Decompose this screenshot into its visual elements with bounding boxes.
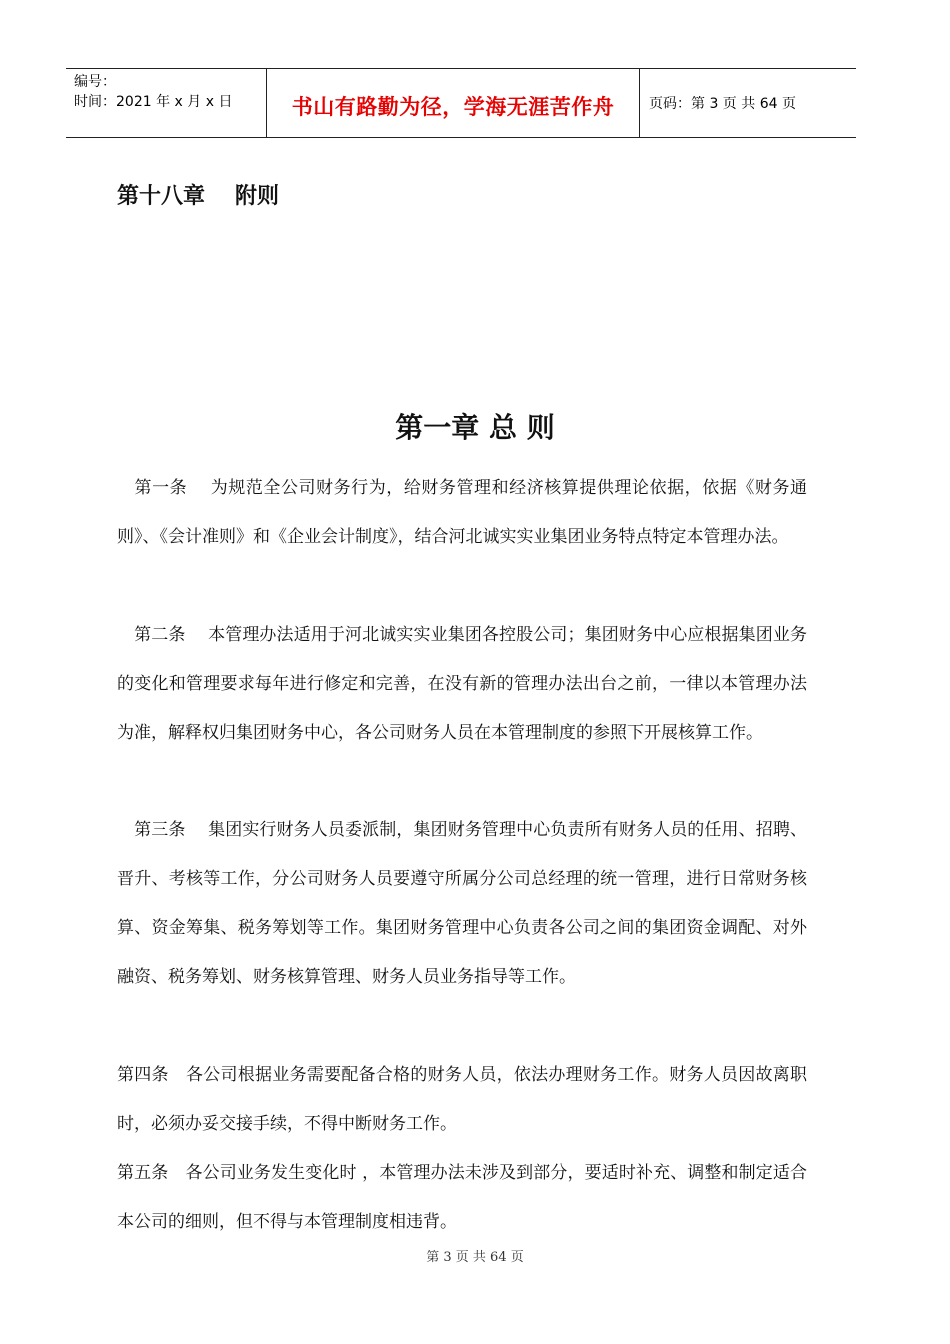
article-3-paragraph: 第三条 集团实行财务人员委派制，集团财务管理中心负责所有财务人员的任用、招聘、晋升、考核等工作，分公司财务人员要遵守所属分公司总经理的统一管理，进行日常财务核算、资金筹集、税务筹划等工作。集团财务管理中心负责各公司之间的集团资金调配、对外融资、税务筹划、财务核算管理、财务人员业务指导等工作。: [117, 820, 807, 987]
article-1-paragraph: 第一条 为规范全公司财务行为，给财务管理和经济核算提供理论依据，依据《财务通则》、《会计准则》和《企业会计制度》，结合河北诚实实业集团业务特点特定本管理办法。: [117, 478, 807, 547]
chapter-18-number: 第十八章: [117, 184, 206, 209]
header-page-cell: [639, 69, 856, 137]
page-code-label: 页码：第 3 页 共 64 页: [649, 96, 796, 112]
header-motto-cell: [266, 69, 640, 137]
article-2-paragraph: 第二条 本管理办法适用于河北诚实实业集团各控股公司；集团财务中心应根据集团业务的变化和管理要求每年进行修定和完善，在没有新的管理办法出台之前，一律以本管理办法为准，解释权归集团财务中心，各公司财务人员在本管理制度的参照下开展核算工作。: [117, 625, 807, 743]
chapter-18-heading: [117, 179, 279, 210]
article-5-paragraph: 第五条 各公司业务发生变化时 ，本管理办法未涉及到部分，要适时补充、调整和制定适合本公司的细则，但不得与本管理制度相违背。: [117, 1163, 807, 1232]
article-4-paragraph: 第四条 各公司根据业务需要配备合格的财务人员，依法办理财务工作。财务人员因故离职时，必须办妥交接手续，不得中断财务工作。: [117, 1065, 807, 1134]
time-label: 时间：2021 年 x 月 x 日: [74, 94, 233, 110]
chapter-18-title: 附则: [235, 184, 280, 209]
motto-text: 书山有路勤为径，学海无涯苦作舟: [291, 95, 615, 119]
header-info-cell: [66, 69, 266, 137]
document-header: [66, 68, 856, 138]
page-footer: 第 3 页 共 64 页: [426, 1250, 524, 1265]
chapter-1-title: 第一章 总 则: [395, 411, 555, 444]
serial-number-label: 编号：: [74, 74, 116, 90]
